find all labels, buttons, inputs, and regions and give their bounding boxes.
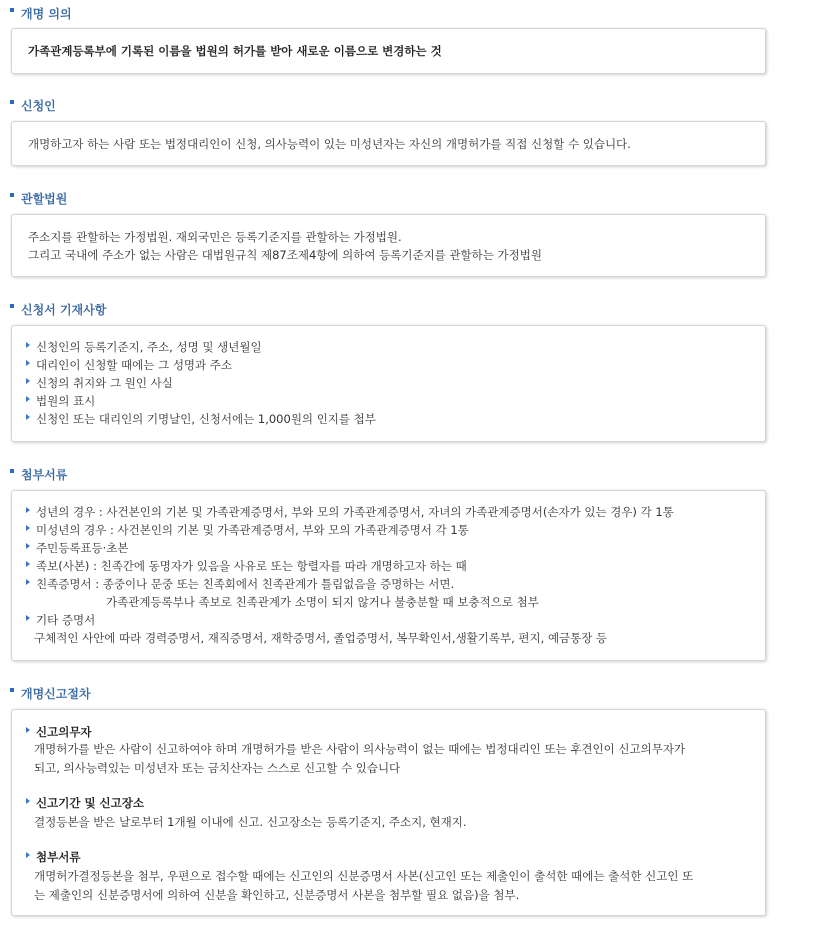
triangle-bullet-icon: [26, 579, 30, 585]
triangle-bullet-icon: [26, 396, 30, 402]
list-item-continuation: 가족관계등록부나 족보로 친족관계가 소명이 되지 않거나 불충분할 때 보충적으로 첨부: [106, 595, 539, 609]
square-bullet-icon: [10, 688, 14, 692]
section-title: [10, 6, 72, 20]
list-item-text: 기타 증명서: [36, 613, 96, 627]
square-bullet-icon: [10, 8, 14, 12]
subsection-heading: [26, 724, 92, 740]
square-bullet-icon: [10, 304, 14, 308]
triangle-bullet-icon: [26, 852, 30, 858]
triangle-bullet-icon: [26, 360, 30, 366]
section-title-text: 관할법원: [21, 191, 68, 206]
section-title-text: 개명 의의: [21, 6, 72, 21]
subsection-text: 개명허가결정등본을 첨부, 우편으로 접수할 때에는 신고인의 신분증명서 사본(신고인 또는 제출인이 출석한 때에는 출석한 신고인 또: [34, 869, 694, 883]
section-title-text: 신청서 기재사항: [21, 302, 107, 317]
list-item: [26, 576, 454, 592]
section-title-text: 개명신고절차: [21, 686, 91, 701]
list-item: [26, 393, 95, 409]
triangle-bullet-icon: [26, 414, 30, 420]
triangle-bullet-icon: [26, 727, 30, 733]
triangle-bullet-icon: [26, 525, 30, 531]
content-box: [11, 490, 766, 661]
subsection-text: 결정등본을 받은 날로부터 1개월 이내에 신고. 신고장소는 등록기준지, 주소지, 현재지.: [34, 815, 467, 829]
content-box: [11, 709, 766, 916]
body-text: 주소지를 관할하는 가정법원. 재외국민은 등록기준지를 관할하는 가정법원.: [28, 230, 402, 244]
square-bullet-icon: [10, 469, 14, 473]
list-item-text: 신청인 또는 대리인의 기명날인, 신청서에는 1,000원의 인지를 첩부: [36, 412, 376, 426]
body-text: 개명하고자 하는 사람 또는 법정대리인이 신청, 의사능력이 있는 미성년자는 자신의 개명허가를 직접 신청할 수 있습니다.: [28, 137, 631, 151]
section-title: [10, 686, 91, 700]
subsection-heading: [26, 795, 144, 811]
triangle-bullet-icon: [26, 615, 30, 621]
definition-text: 가족관계등록부에 기록된 이름을 법원의 허가를 받아 새로운 이름으로 변경하는 것: [28, 44, 442, 58]
subsection-heading-text: 신고기간 및 신고장소: [36, 796, 144, 810]
list-item: [26, 558, 467, 574]
square-bullet-icon: [10, 100, 14, 104]
section-title: [10, 302, 106, 316]
section-title: [10, 191, 67, 205]
section-title: [10, 467, 67, 481]
list-item-text: 주민등록표등·초본: [36, 541, 129, 555]
content-box: [11, 121, 766, 166]
list-item: [26, 612, 95, 628]
list-item: [26, 357, 232, 373]
list-item: [26, 540, 129, 556]
list-item-text: 대리인이 신청할 때에는 그 성명과 주소: [36, 358, 233, 372]
list-item: [26, 504, 674, 520]
list-item-text: 법원의 표시: [36, 394, 96, 408]
section-title-text: 신청인: [21, 98, 56, 113]
content-box: [11, 325, 766, 442]
triangle-bullet-icon: [26, 798, 30, 804]
list-item-text: 성년의 경우 : 사건본인의 기본 및 가족관계증명서, 부와 모의 가족관계증명서, 자녀의 가족관계증명서(손자가 있는 경우) 각 1통: [36, 505, 674, 519]
subsection-heading-text: 첨부서류: [36, 850, 81, 864]
subsection-heading-text: 신고의무자: [36, 725, 92, 739]
subsection-text: 되고, 의사능력있는 미성년자 또는 금치산자는 스스로 신고할 수 있습니다: [34, 761, 401, 775]
square-bullet-icon: [10, 193, 14, 197]
section-title-text: 첨부서류: [21, 467, 68, 482]
list-item-text: 신청의 취지와 그 원인 사실: [36, 376, 173, 390]
subsection-text: 개명허가를 받은 사람이 신고하여야 하며 개명허가를 받은 사람이 의사능력이 없는 때에는 법정대리인 또는 후견인이 신고의무자가: [34, 742, 686, 756]
list-item-text: 미성년의 경우 : 사건본인의 기본 및 가족관계증명서, 부와 모의 가족관계증명서 각 1통: [36, 523, 469, 537]
triangle-bullet-icon: [26, 507, 30, 513]
list-item: [26, 411, 376, 427]
content-box: [11, 214, 766, 277]
list-item: [26, 375, 173, 391]
section-title: [10, 98, 56, 112]
body-text: 그리고 국내에 주소가 없는 사람은 대법원규칙 제87조제4항에 의하여 등록기준지를 관할하는 가정법원: [28, 248, 542, 262]
content-box: [11, 28, 766, 74]
list-item-text: 족보(사본) : 친족간에 동명자가 있음을 사유로 또는 항렬자를 따라 개명하고자 하는 때: [36, 559, 467, 573]
list-item-text: 신청인의 등록기준지, 주소, 성명 및 생년월일: [36, 340, 262, 354]
list-item-text: 친족증명서 : 종중이나 문중 또는 친족회에서 친족관계가 틀림없음을 증명하는 서면.: [36, 577, 455, 591]
list-item: [26, 522, 469, 538]
triangle-bullet-icon: [26, 378, 30, 384]
list-item: [26, 339, 262, 355]
triangle-bullet-icon: [26, 543, 30, 549]
triangle-bullet-icon: [26, 342, 30, 348]
other-documents-detail: 구체적인 사안에 따라 경력증명서, 재직증명서, 재학증명서, 졸업증명서, 복무확인서,생활기록부, 편지, 예금통장 등: [34, 631, 608, 645]
subsection-text: 는 제출인의 신분증명서에 의하여 신분을 확인하고, 신분증명서 사본을 첨부할 필요 없음)을 첨부.: [34, 888, 520, 902]
triangle-bullet-icon: [26, 561, 30, 567]
subsection-heading: [26, 849, 80, 865]
